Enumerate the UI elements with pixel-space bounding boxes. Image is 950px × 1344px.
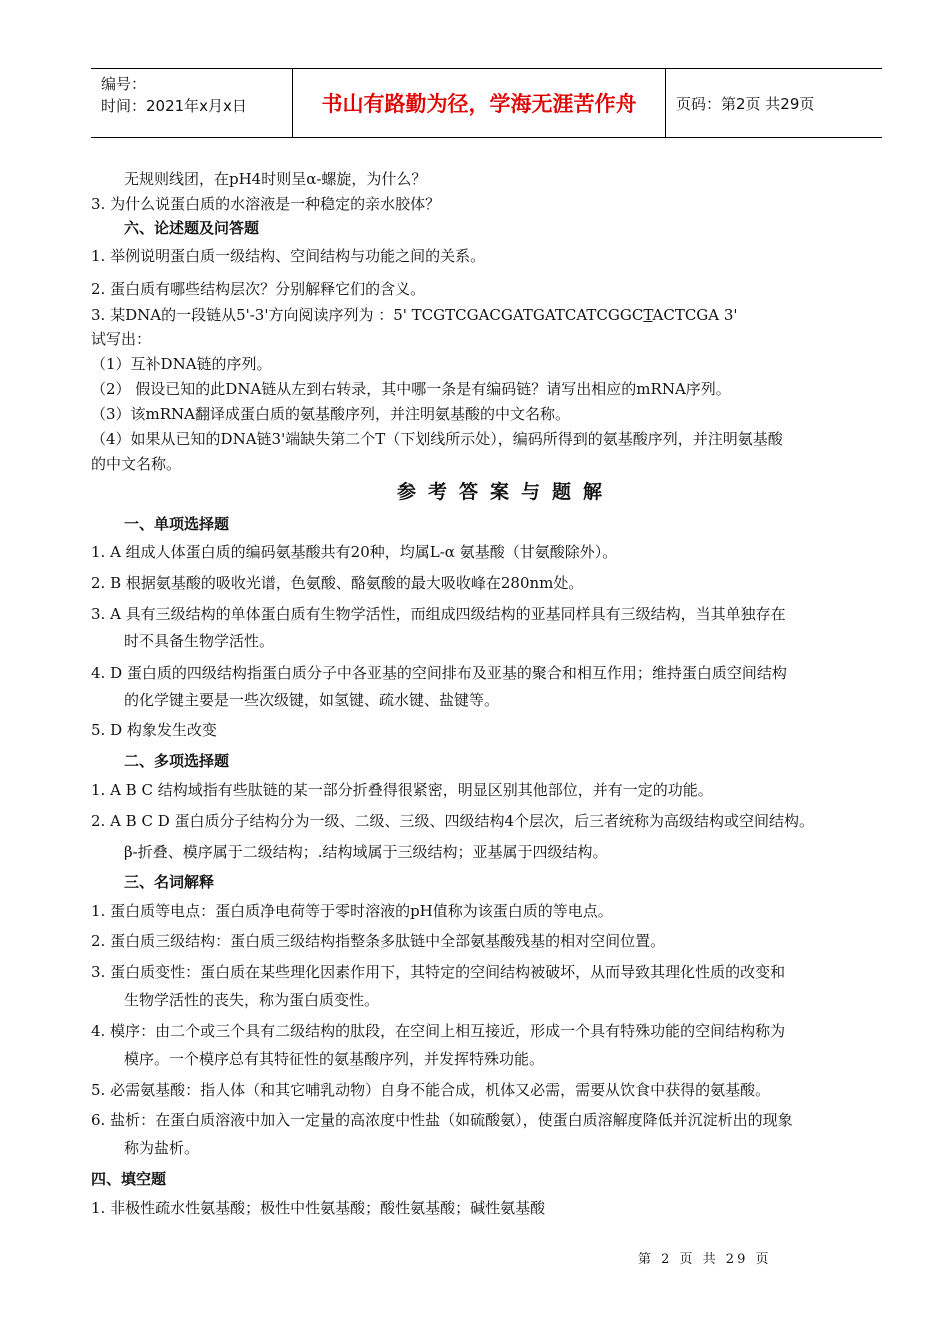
header-page-label: 页码：第2页 共29页 (676, 94, 815, 113)
answer-5: 5. D 构象发生改变 (91, 721, 217, 739)
term-1: 1. 蛋白质等电点：蛋白质净电荷等于零时溶液的pH值称为该蛋白质的等电点。 (91, 902, 613, 920)
page-header (91, 68, 882, 138)
question-3: 3. 为什么说蛋白质的水溶液是一种稳定的亲水胶体？ (91, 195, 441, 213)
page-footer: 第 2 页 共 29 页 (638, 1252, 772, 1267)
header-motto: 书山有路勤为径，学海无涯苦作舟 (293, 69, 666, 137)
answer-4: 4. D 蛋白质的四级结构指蛋白质分子中各亚基的空间排布及亚基的聚合和相互作用；维持蛋白质空间结构 (91, 664, 787, 682)
essay-question-3 (91, 304, 738, 326)
term-3-cont: 生物学活性的丧失，称为蛋白质变性。 (124, 991, 380, 1009)
term-6-cont: 称为盐析。 (124, 1139, 200, 1157)
answers-title: 参考答案与题解 (397, 481, 615, 503)
answer-2: 2. B 根据氨基酸的吸收光谱，色氨酸、酪氨酸的最大吸收峰在280nm处。 (91, 574, 584, 592)
answer-3-cont: 时不具备生物学活性。 (124, 632, 275, 650)
text-line: 试写出： (91, 330, 152, 348)
term-4: 4. 模序：由二个或三个具有二级结构的肽段，在空间上相互接近，形成一个具有特殊功能的空间结构称为 (91, 1022, 786, 1040)
text-line: 无规则线团，在pH4时则呈α-螺旋，为什么？ (124, 170, 427, 188)
section-heading-6: 六、论述题及问答题 (124, 219, 260, 237)
term-6: 6. 盐析：在蛋白质溶液中加入一定量的高浓度中性盐（如硫酸氨），使蛋白质溶解度降低并沉淀析出的现象 (91, 1111, 793, 1129)
dna-sequence-start: 3. 某DNA的一段链从5'-3'方向阅读序列为 ：5' TCGTCGACGATGATCATCGGC (91, 306, 644, 324)
fill-answer-1: 1. 非极性疏水性氨基酸；极性中性氨基酸；酸性氨基酸；碱性氨基酸 (91, 1199, 546, 1217)
section-heading-3: 三、名词解释 (124, 873, 215, 891)
underlined-base: T (643, 306, 653, 324)
term-3: 3. 蛋白质变性：蛋白质在某些理化因素作用下，其特定的空间结构被破坏，从而导致其理化性质的改变和 (91, 963, 786, 981)
term-2: 2. 蛋白质三级结构：蛋白质三级结构指整条多肽链中全部氨基酸残基的相对空间位置。 (91, 932, 666, 950)
header-meta (91, 69, 293, 137)
term-4-cont: 模序。一个模序总有其特征性的氨基酸序列，并发挥特殊功能。 (124, 1050, 545, 1068)
section-heading-4: 四、填空题 (91, 1170, 167, 1188)
subquestion-1: （1）互补DNA链的序列。 (91, 355, 272, 373)
multi-answer-2-cont: β-折叠、模序属于二级结构；.结构域属于三级结构；亚基属于四级结构。 (124, 843, 608, 861)
text-line: 的中文名称。 (91, 455, 182, 473)
subquestion-3: （3）该mRNA翻译成蛋白质的氨基酸序列，并注明氨基酸的中文名称。 (91, 405, 571, 423)
term-5: 5. 必需氨基酸：指人体（和其它哺乳动物）自身不能合成，机体又必需，需要从饮食中获得的氨基酸。 (91, 1081, 771, 1099)
answer-1: 1. A 组成人体蛋白质的编码氨基酸共有20种，均属L-α 氨基酸（甘氨酸除外）。 (91, 543, 618, 561)
time-label: 时间：2021年x月x日 (101, 97, 247, 115)
dna-sequence-end: ACTCGA 3' (652, 306, 738, 324)
subquestion-4: （4）如果从已知的DNA链3'端缺失第二个T（下划线所示处），编码所得到的氨基酸序列，并注明氨基酸 (91, 430, 783, 448)
section-heading-1: 一、单项选择题 (124, 515, 230, 533)
answer-4-cont: 的化学键主要是一些次级键，如氢键、疏水键、盐键等。 (124, 691, 500, 709)
multi-answer-2: 2. A B C D 蛋白质分子结构分为一级、二级、三级、四级结构4个层次，后三者统称为高级结构或空间结构。 (91, 812, 815, 830)
subquestion-2: （2） 假设已知的此DNA链从左到右转录，其中哪一条是有编码链？请写出相应的mRNA序列。 (91, 380, 731, 398)
essay-question-1: 1. 举例说明蛋白质一级结构、空间结构与功能之间的关系。 (91, 247, 486, 265)
essay-question-2: 2. 蛋白质有哪些结构层次？分别解释它们的含义。 (91, 280, 426, 298)
multi-answer-1: 1. A B C 结构域指有些肽链的某一部分折叠得很紧密，明显区别其他部位，并有一定的功能。 (91, 781, 713, 799)
number-label: 编号： (101, 75, 147, 93)
section-heading-2: 二、多项选择题 (124, 752, 230, 770)
answer-3: 3. A 具有三级结构的单体蛋白质有生物学活性，而组成四级结构的亚基同样具有三级结构，当其单独存在 (91, 605, 786, 623)
